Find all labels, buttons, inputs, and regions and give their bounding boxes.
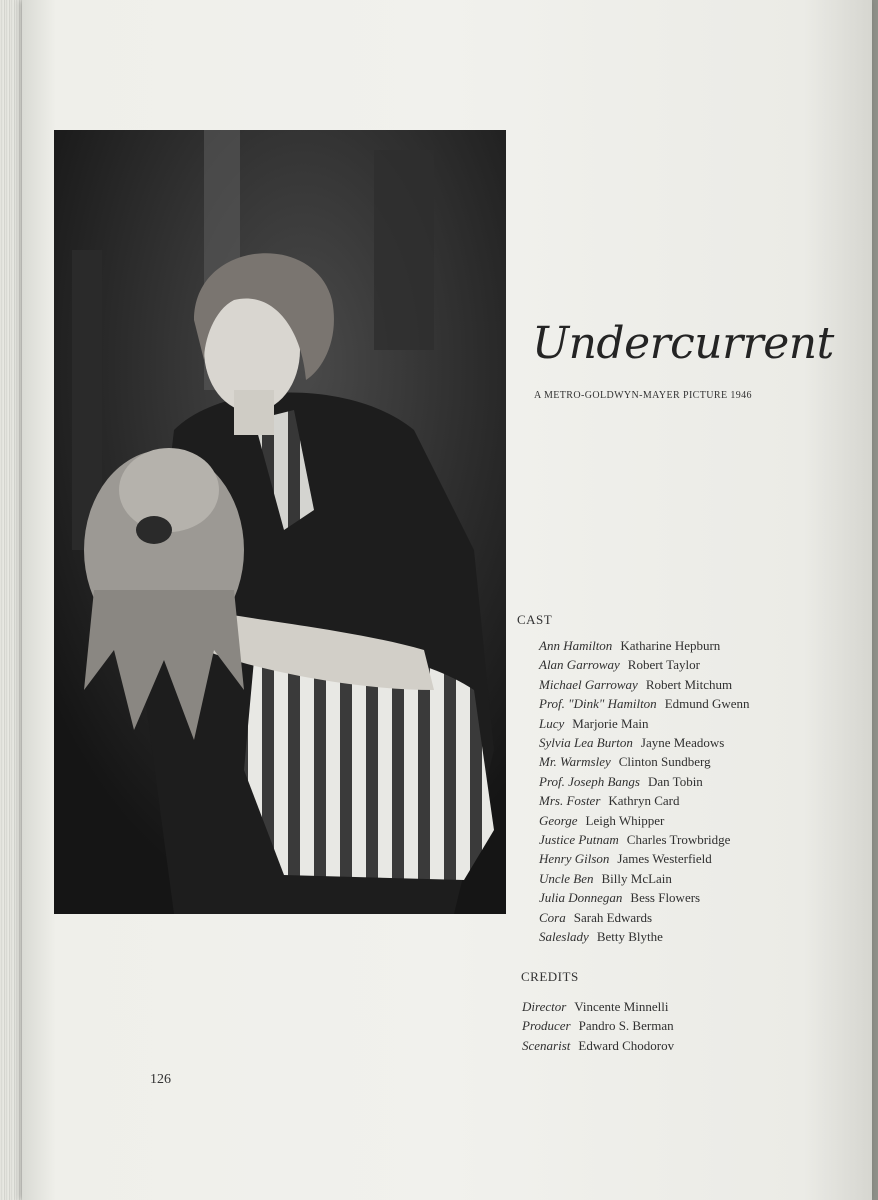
person-name: Kathryn Card	[608, 793, 680, 809]
credit-line	[539, 714, 750, 733]
page-number: 126	[150, 1072, 171, 1087]
person-name: James Westerfield	[617, 851, 712, 867]
role-name: Lucy	[539, 715, 565, 731]
credit-line	[539, 927, 750, 946]
credit-line	[539, 888, 750, 907]
film-still-photo	[54, 130, 506, 914]
role-name: Producer	[522, 1018, 571, 1034]
person-name: Katharine Hepburn	[620, 638, 721, 653]
person-name: Charles Trowbridge	[626, 832, 731, 848]
role-name: Prof. "Dink" Hamilton	[539, 696, 657, 712]
book-page	[22, 0, 872, 1200]
person-name: Pandro S. Berman	[578, 1018, 674, 1034]
credit-line	[539, 869, 750, 888]
person-name: Dan Tobin	[647, 773, 703, 789]
role-name: Justice Putnam	[539, 832, 619, 848]
role-name: Mrs. Foster	[539, 793, 601, 809]
role-name: Alan Garroway	[539, 657, 620, 673]
credit-line	[522, 997, 674, 1016]
credits-list	[522, 997, 674, 1055]
person-name: Vincente Minnelli	[574, 999, 669, 1014]
person-name: Clinton Sundberg	[618, 754, 711, 770]
role-name: Scenarist	[522, 1037, 571, 1053]
role-name: Sylvia Lea Burton	[539, 735, 633, 751]
credit-line	[539, 772, 750, 791]
person-name: Betty Blythe	[596, 929, 663, 945]
person-name: Jayne Meadows	[640, 735, 725, 751]
credit-line	[539, 849, 750, 868]
role-name: Uncle Ben	[539, 870, 594, 886]
cast-list	[539, 636, 750, 947]
role-name: Ann Hamilton	[539, 638, 613, 653]
credit-line	[539, 675, 750, 694]
role-name: George	[539, 812, 578, 828]
person-name: Sarah Edwards	[573, 909, 653, 925]
credit-line	[522, 1036, 674, 1055]
credit-line	[539, 694, 750, 713]
credit-line	[539, 908, 750, 927]
credit-line	[539, 733, 750, 752]
role-name: Mr. Warmsley	[539, 754, 611, 770]
role-name: Director	[522, 999, 567, 1014]
person-name: Leigh Whipper	[585, 812, 665, 828]
credit-line	[539, 636, 750, 655]
role-name: Henry Gilson	[539, 851, 610, 867]
person-name: Marjorie Main	[572, 715, 649, 731]
film-title: Undercurrent	[532, 318, 834, 369]
credit-line	[539, 791, 750, 810]
person-name: Edmund Gwenn	[664, 696, 750, 712]
person-name: Robert Mitchum	[645, 676, 733, 692]
role-name: Cora	[539, 909, 566, 925]
photo-illustration	[54, 130, 506, 914]
role-name: Saleslady	[539, 929, 589, 945]
cast-heading: CAST	[517, 612, 553, 627]
role-name: Prof. Joseph Bangs	[539, 773, 640, 789]
role-name: Julia Donnegan	[539, 890, 623, 906]
credit-line	[539, 830, 750, 849]
credit-line	[539, 811, 750, 830]
credit-line	[539, 752, 750, 771]
role-name: Michael Garroway	[539, 676, 638, 692]
credits-heading: CREDITS	[521, 969, 579, 984]
person-name: Edward Chodorov	[578, 1037, 675, 1053]
person-name: Robert Taylor	[627, 657, 700, 673]
person-name: Billy McLain	[601, 870, 672, 886]
credit-line	[522, 1016, 674, 1035]
credit-line	[539, 655, 750, 674]
studio-line: A METRO-GOLDWYN-MAYER PICTURE 1946	[534, 390, 752, 401]
person-name: Bess Flowers	[630, 890, 701, 906]
